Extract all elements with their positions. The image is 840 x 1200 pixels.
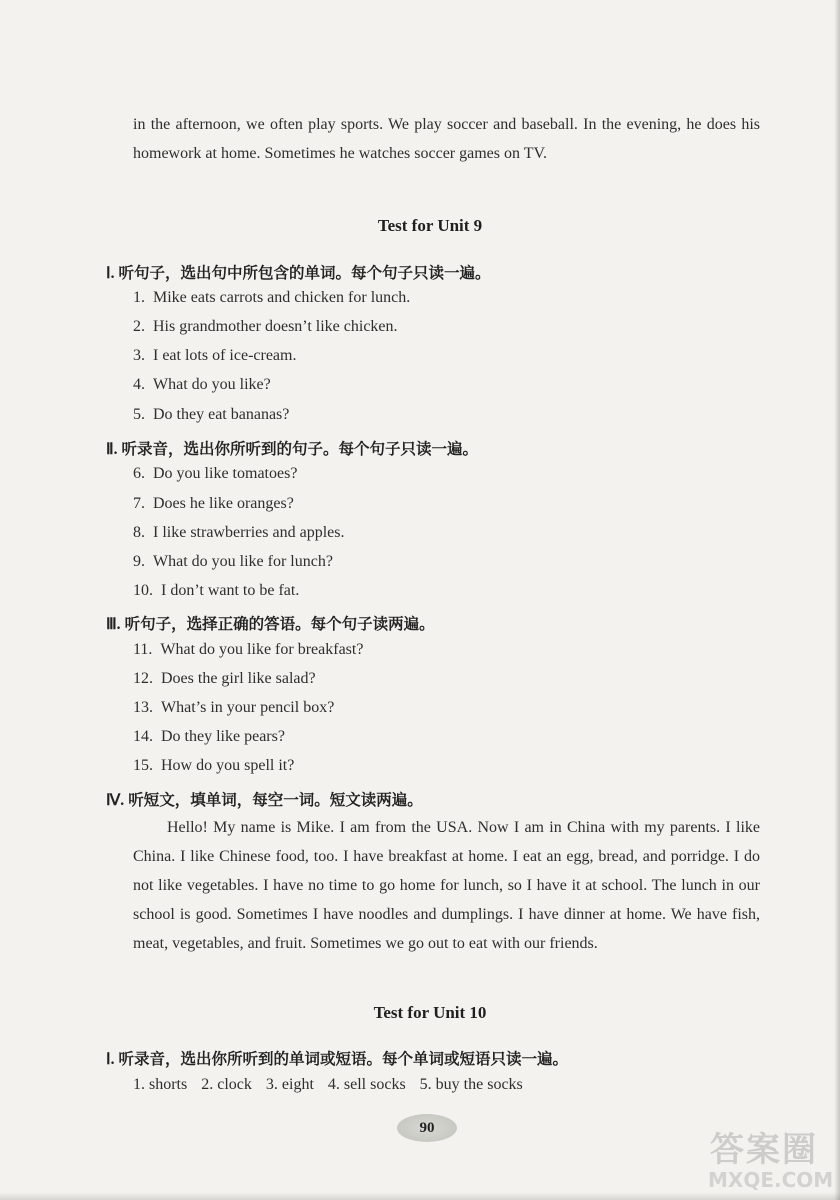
item-text: What do you like for lunch? [153, 553, 333, 570]
section-numeral: Ⅱ. [106, 441, 118, 458]
section-instruction: 听录音，选出你所听到的句子。每个句子只读一遍。 [121, 440, 479, 458]
item-text: Does he like oranges? [153, 495, 294, 512]
section-instruction: 听句子，选出句中所包含的单词。每个句子只读一遍。 [118, 264, 491, 282]
item-number: 3. [133, 347, 145, 364]
unit9-title: Test for Unit 9 [377, 216, 483, 235]
item-text: How do you spell it? [161, 757, 295, 774]
watermark-logo [702, 1118, 838, 1198]
list-item [133, 641, 363, 659]
item-text: Do you like tomatoes? [153, 465, 298, 482]
page-number: 90 [397, 1114, 457, 1142]
watermark-brand: 答案圈 [710, 1130, 818, 1170]
list-item [133, 318, 398, 336]
item-text: I eat lots of ice-cream. [153, 347, 297, 364]
item-number: 2. [133, 318, 145, 335]
item-number: 6. [133, 465, 145, 482]
word-option: eight [281, 1076, 314, 1093]
item-number: 11. [133, 641, 153, 658]
unit9-section-4-heading [106, 788, 423, 810]
item-number: 4. [133, 376, 145, 393]
item-number: 14. [133, 728, 153, 745]
item-number: 1. [133, 289, 145, 306]
passage-paragraph [133, 813, 760, 958]
list-item [133, 728, 285, 746]
list-item [133, 582, 299, 600]
unit10-section-1-heading [106, 1047, 568, 1069]
word-number: 4. [327, 1076, 340, 1093]
item-text: I like strawberries and apples. [153, 524, 345, 541]
list-item [133, 376, 271, 394]
unit9-section-3-heading [106, 612, 435, 634]
item-text: What do you like? [153, 376, 271, 393]
item-text: What do you like for breakfast? [160, 641, 364, 658]
item-number: 9. [133, 553, 145, 570]
word-number: 3. [265, 1076, 278, 1093]
item-text: Does the girl like salad? [161, 670, 316, 687]
item-text: Do they eat bananas? [153, 406, 290, 423]
item-number: 8. [133, 524, 145, 541]
item-number: 15. [133, 757, 153, 774]
item-number: 13. [133, 699, 153, 716]
watermark-url: MXQE.COM [708, 1168, 834, 1192]
unit9-section-1-heading [106, 261, 490, 283]
passage-text: Hello! My name is Mike. I am from the USA. Now I am in China with my parents. I like China. I like Chinese food, too. I have breakfast at home. I eat an egg, bread, and porridge. I do not like vegetables. I have no time to go home for lunch, so I have it at school. The lunch in our school is good. Sometimes I have noodles and dumplings. I have dinner at home. We have fish, meat, vegetables, and fruit. Sometimes we go out to eat with our friends. [133, 819, 760, 952]
item-text: Do they like pears? [161, 728, 285, 745]
item-number: 7. [133, 495, 145, 512]
list-item [133, 495, 294, 513]
section-numeral: Ⅲ. [106, 616, 121, 633]
list-item [133, 699, 334, 717]
section-instruction: 听录音，选出你所听到的单词或短语。每个单词或短语只读一遍。 [118, 1050, 568, 1068]
list-item [133, 347, 296, 365]
word-option: shorts [149, 1076, 188, 1093]
unit10-title: Test for Unit 10 [373, 1003, 487, 1022]
item-text: What’s in your pencil box? [161, 699, 335, 716]
word-options-row [133, 1076, 533, 1094]
section-numeral: Ⅰ. [106, 265, 115, 282]
list-item [133, 406, 289, 424]
intro-paragraph: in the afternoon, we often play sports. We play soccer and baseball. In the evening, he does his homework at home. Sometimes he watches soccer games on TV. [133, 116, 760, 162]
word-number: 2. [201, 1076, 214, 1093]
section-instruction: 听句子，选择正确的答语。每个句子读两遍。 [124, 615, 435, 633]
section-instruction: 听短文，填单词，每空一词。短文读两遍。 [128, 791, 423, 809]
list-item [133, 757, 294, 775]
item-text: Mike eats carrots and chicken for lunch. [153, 289, 411, 306]
word-option: sell socks [343, 1076, 406, 1093]
list-item [133, 553, 333, 571]
unit9-section-2-heading [106, 437, 478, 459]
word-option: clock [217, 1076, 252, 1093]
word-number: 1. [133, 1076, 145, 1093]
section-numeral: Ⅳ. [106, 792, 125, 809]
list-item [133, 465, 297, 483]
item-number: 5. [133, 406, 145, 423]
list-item [133, 524, 344, 542]
item-number: 12. [133, 670, 153, 687]
word-number: 5. [419, 1076, 432, 1093]
list-item [133, 670, 316, 688]
item-text: I don’t want to be fat. [161, 582, 300, 599]
section-numeral: Ⅰ. [106, 1051, 115, 1068]
list-item [133, 289, 410, 307]
word-option: buy the socks [435, 1076, 523, 1093]
item-text: His grandmother doesn’t like chicken. [153, 318, 398, 335]
item-number: 10. [133, 582, 153, 599]
